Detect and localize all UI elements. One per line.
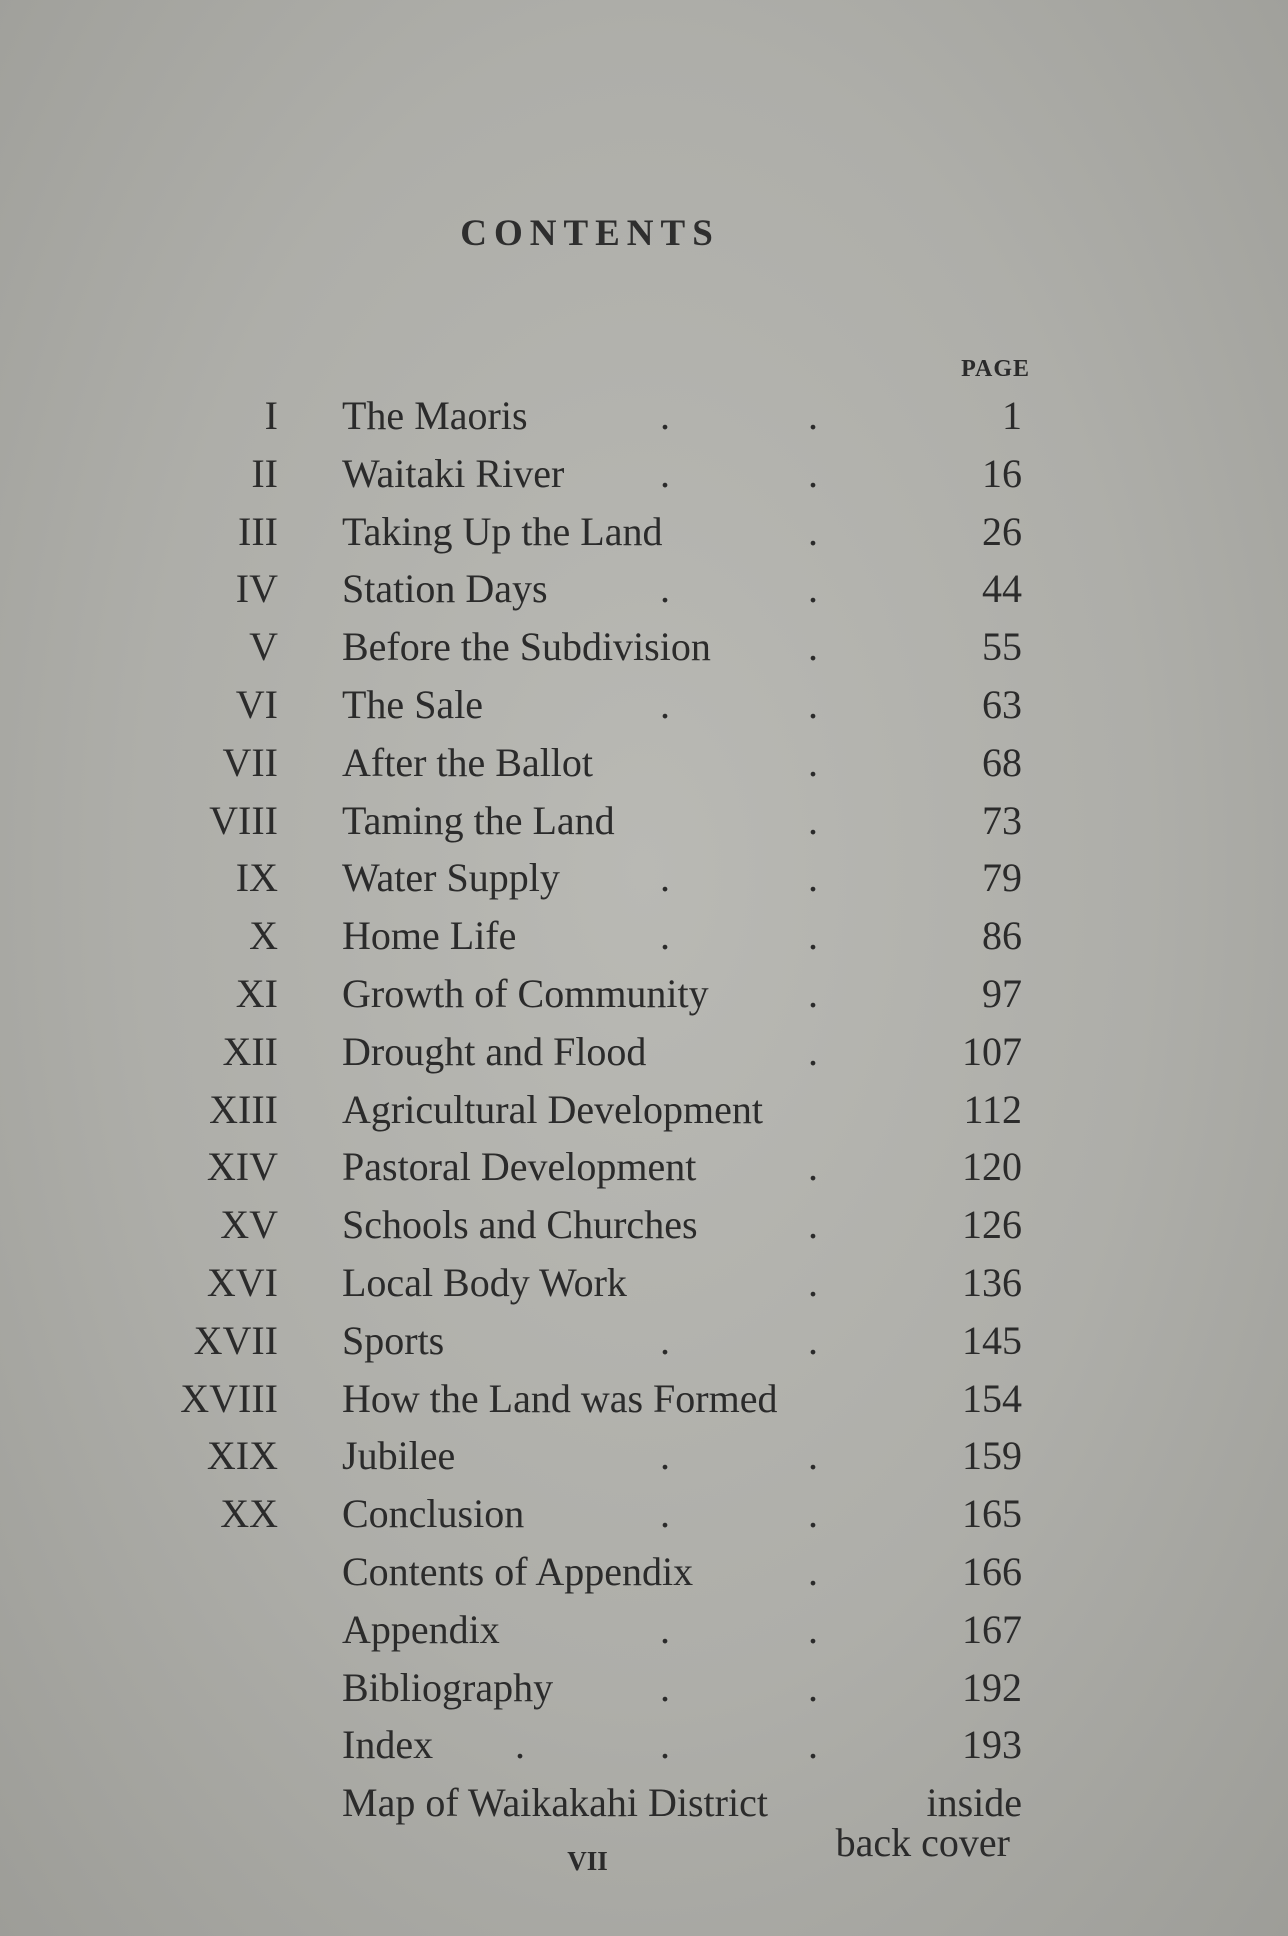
chapter-title: Appendix (342, 1606, 500, 1652)
chapter-number: IX (235, 855, 278, 901)
chapter-number: IV (235, 566, 278, 612)
page-ref: 63 (982, 681, 1022, 727)
toc-entry (0, 1664, 1288, 1722)
leader-dot: . (808, 1548, 818, 1594)
page-ref: 167 (962, 1606, 1022, 1652)
chapter-title: Taking Up the Land (342, 508, 663, 554)
leader-dot: . (808, 1144, 818, 1190)
toc-entry (0, 1259, 1288, 1317)
page-ref: 16 (982, 450, 1022, 496)
page-ref: inside (926, 1780, 1022, 1826)
page-ref: 136 (962, 1259, 1022, 1305)
chapter-title: How the Land was Formed (342, 1375, 778, 1421)
chapter-number: XII (222, 1028, 278, 1074)
leader-dot: . (660, 1606, 670, 1652)
chapter-title: Map of Waikakahi District (342, 1780, 768, 1826)
page-ref: 145 (962, 1317, 1022, 1363)
toc-entry (0, 1028, 1288, 1086)
chapter-number: XVI (206, 1259, 278, 1305)
leader-dot: . (660, 393, 670, 438)
page-ref: 126 (962, 1202, 1022, 1248)
toc-entry (0, 392, 1288, 450)
chapter-number: XIV (206, 1144, 278, 1190)
page-ref: 193 (962, 1722, 1022, 1768)
leader-dot: . (660, 1491, 670, 1537)
leader-dot: . (808, 1433, 818, 1479)
chapter-title: Waitaki River (342, 450, 565, 496)
chapter-title: Local Body Work (342, 1259, 627, 1305)
page-ref: 1 (1002, 393, 1022, 438)
leader-dot: . (808, 970, 818, 1016)
toc-entry (0, 797, 1288, 855)
leader-dot: . (808, 624, 818, 670)
toc-entry (0, 508, 1288, 566)
leader-dot: . (808, 566, 818, 612)
chapter-title: Sports (342, 1317, 445, 1363)
chapter-number: XVIII (180, 1375, 278, 1421)
leader-dot: . (660, 913, 670, 959)
chapter-title: Water Supply (342, 855, 560, 901)
leader-dot: . (808, 1664, 818, 1710)
chapter-title: Jubilee (342, 1433, 456, 1479)
leader-dot: . (808, 913, 818, 959)
chapter-number: XVII (193, 1317, 278, 1363)
page-ref: 154 (962, 1375, 1022, 1421)
leader-dot: . (660, 1317, 670, 1363)
chapter-number: XX (220, 1491, 278, 1537)
page-number: VII (567, 1846, 608, 1876)
toc-entry (0, 450, 1288, 508)
leader-dot: . (660, 855, 670, 901)
chapter-title: The Maoris (342, 393, 528, 438)
toc-entry (0, 623, 1288, 681)
toc-entry (0, 1432, 1288, 1490)
leader-dot: . (808, 508, 818, 554)
leader-dot: . (660, 1433, 670, 1479)
page-ref: 55 (982, 624, 1022, 670)
chapter-title: Home Life (342, 913, 517, 959)
toc-entry (0, 1143, 1288, 1201)
page-ref: 166 (962, 1548, 1022, 1594)
chapter-title: Contents of Appendix (342, 1548, 694, 1594)
toc-entry (0, 854, 1288, 912)
page-ref: 192 (962, 1664, 1022, 1710)
chapter-number: V (249, 624, 278, 670)
chapter-title: Pastoral Development (342, 1144, 697, 1190)
contents-heading: CONTENTS (460, 213, 720, 254)
leader-dot: . (808, 797, 818, 843)
page-ref: 107 (962, 1028, 1022, 1074)
leader-dot: . (808, 1028, 818, 1074)
page-ref: 79 (982, 855, 1022, 901)
toc-entry (0, 681, 1288, 739)
page-ref: 73 (982, 797, 1022, 843)
page-column-heading: PAGE (961, 356, 1030, 382)
chapter-title: Conclusion (342, 1491, 525, 1537)
page-ref: 26 (982, 508, 1022, 554)
chapter-number: VI (235, 681, 278, 727)
leader-dot: . (808, 855, 818, 901)
chapter-title: Growth of Community (342, 970, 709, 1016)
leader-dot: . (808, 681, 818, 727)
page-ref: 159 (962, 1433, 1022, 1479)
chapter-title: Bibliography (342, 1664, 554, 1710)
leader-dot: . (660, 1664, 670, 1710)
page-ref: 97 (982, 970, 1022, 1016)
chapter-title: Schools and Churches (342, 1202, 698, 1248)
toc-entry (0, 1375, 1288, 1433)
toc-entry (0, 1548, 1288, 1606)
page-ref-continued: back cover (835, 1820, 1010, 1866)
leader-dot: . (515, 1722, 525, 1768)
chapter-title: Taming the Land (342, 797, 615, 843)
page-ref: 120 (962, 1144, 1022, 1190)
toc-entry (0, 1721, 1288, 1779)
chapter-number: III (238, 508, 278, 554)
chapter-title: Drought and Flood (342, 1028, 647, 1074)
toc-entry (0, 912, 1288, 970)
page-ref: 86 (982, 913, 1022, 959)
toc-entry (0, 1606, 1288, 1664)
chapter-title: After the Ballot (342, 739, 594, 785)
chapter-title: Index (342, 1722, 434, 1768)
leader-dot: . (808, 1722, 818, 1768)
leader-dot: . (808, 1606, 818, 1652)
chapter-number: XIII (209, 1086, 278, 1132)
leader-dot: . (660, 566, 670, 612)
leader-dot: . (808, 739, 818, 785)
chapter-number: II (251, 450, 278, 496)
chapter-number: XI (235, 970, 278, 1016)
toc-entry (0, 970, 1288, 1028)
page-ref: 44 (982, 566, 1022, 612)
leader-dot: . (808, 393, 818, 438)
chapter-number: X (249, 913, 278, 959)
page-ref: 112 (963, 1086, 1022, 1132)
leader-dot: . (660, 681, 670, 727)
chapter-title: Before the Subdivision (342, 624, 711, 670)
leader-dot: . (808, 450, 818, 496)
page-ref: 68 (982, 739, 1022, 785)
leader-dot: . (808, 1202, 818, 1248)
chapter-number: VIII (209, 797, 278, 843)
toc-entry (0, 1086, 1288, 1144)
leader-dot: . (808, 1259, 818, 1305)
chapter-number: I (264, 393, 278, 438)
chapter-title: Agricultural Development (342, 1086, 763, 1132)
chapter-title: Station Days (342, 566, 548, 612)
chapter-number: XIX (206, 1433, 278, 1479)
chapter-number: XV (220, 1202, 278, 1248)
toc-entry (0, 1201, 1288, 1259)
toc-entry (0, 739, 1288, 797)
leader-dot: . (808, 1491, 818, 1537)
toc-entry (0, 1490, 1288, 1548)
toc-entry (0, 565, 1288, 623)
leader-dot: . (660, 450, 670, 496)
leader-dot: . (808, 1317, 818, 1363)
toc-entry (0, 1317, 1288, 1375)
chapter-number: VII (222, 739, 278, 785)
chapter-title: The Sale (342, 681, 484, 727)
page-ref: 165 (962, 1491, 1022, 1537)
leader-dot: . (660, 1722, 670, 1768)
table-of-contents (0, 392, 1288, 1866)
